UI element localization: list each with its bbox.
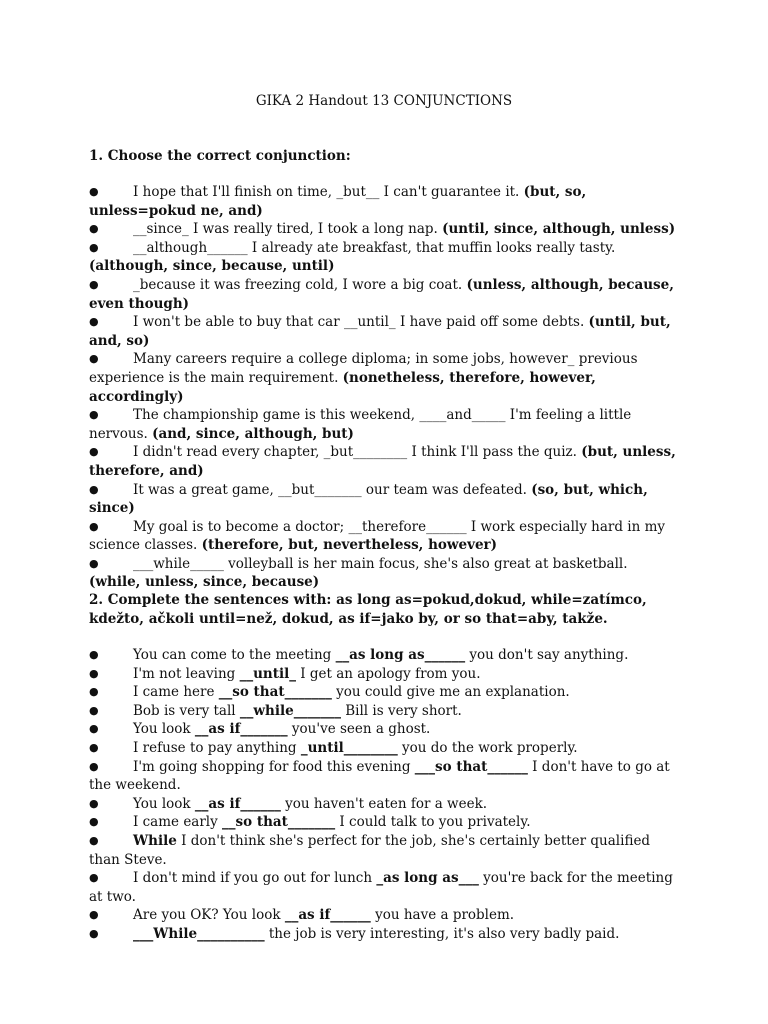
item-text-before: Bob is very tall — [133, 702, 240, 719]
list-item — [89, 518, 681, 555]
section-1-heading: 1. Choose the correct conjunction: — [89, 148, 351, 164]
list-item — [89, 813, 681, 832]
bullet-icon: ● — [89, 519, 99, 533]
item-options: (while, unless, since, because) — [89, 574, 320, 591]
item-text: __since_ I was really tired, I took a long nap. — [133, 221, 443, 238]
item-text-after: you don't say anything. — [465, 647, 629, 663]
item-text: The championship game is this weekend, ____and_____ I'm feeling a little nervous. — [89, 407, 632, 442]
item-options: (until, but, and, so) — [89, 314, 671, 349]
item-text: ___while_____ volleyball is her main focus, she's also great at basketball. — [133, 555, 628, 572]
section-1-list — [89, 183, 681, 592]
item-text-before: You can come to the meeting — [133, 647, 336, 663]
item-text-before: I came here — [133, 684, 219, 701]
list-item — [89, 555, 681, 592]
list-item — [89, 832, 681, 869]
item-answer: _until________ — [300, 739, 398, 756]
list-item — [89, 906, 681, 925]
list-item — [89, 683, 681, 702]
item-text: I won't be able to buy that car __until_ I have paid off some debts. — [133, 314, 589, 331]
item-answer: __as if______ — [284, 907, 371, 924]
list-item — [89, 869, 681, 906]
item-text-after: you've seen a ghost. — [287, 721, 431, 738]
item-answer: __as long as______ — [335, 647, 466, 663]
bullet-icon: ● — [89, 666, 99, 680]
item-answer: ___so that______ — [414, 758, 528, 775]
bullet-icon: ● — [89, 815, 99, 829]
item-options: (therefore, but, nevertheless, however) — [201, 537, 498, 554]
item-text-after: you could give me an explanation. — [331, 684, 570, 701]
bullet-icon: ● — [89, 315, 99, 329]
bullet-icon: ● — [89, 796, 99, 810]
bullet-icon: ● — [89, 685, 99, 699]
bullet-icon: ● — [89, 722, 99, 736]
item-text-before: Are you OK? You look — [133, 907, 285, 924]
item-answer: ___While__________ — [133, 925, 265, 942]
list-item — [89, 313, 681, 350]
bullet-icon: ● — [89, 703, 99, 717]
item-text-after: you're back for the meeting at two. — [89, 870, 673, 905]
item-options: (so, but, which, since) — [89, 481, 648, 517]
item-options: (and, since, although, but) — [152, 425, 354, 442]
list-item — [89, 795, 681, 814]
bullet-icon: ● — [89, 185, 99, 198]
item-answer: _as long as___ — [376, 870, 479, 887]
item-options: (but, unless, therefore, and) — [89, 444, 676, 479]
bullet-icon: ● — [89, 222, 99, 236]
list-item — [89, 220, 681, 239]
item-options: (but, so, unless=pokud ne, and) — [89, 184, 587, 219]
list-item — [89, 739, 681, 758]
item-options: (until, since, although, unless) — [442, 221, 676, 238]
item-text-before: You look — [133, 721, 195, 738]
bullet-icon: ● — [89, 759, 99, 773]
list-item — [89, 720, 681, 739]
item-text-after: I could talk to you privately. — [335, 814, 531, 831]
item-text-after: I don't think she's perfect for the job, she's certainly better qualified than Steve. — [89, 832, 651, 868]
bullet-icon: ● — [89, 277, 99, 291]
item-text: I didn't read every chapter, _but________ I think I'll pass the quiz. — [133, 444, 582, 461]
bullet-icon: ● — [89, 926, 99, 940]
item-text: My goal is to become a doctor; __therefore______ I work especially hard in my science classes. — [89, 518, 665, 554]
bullet-icon: ● — [89, 833, 99, 847]
bullet-icon: ● — [89, 740, 99, 754]
item-text-before: I refuse to pay anything — [133, 739, 301, 756]
list-item — [89, 183, 681, 220]
item-text-after: you do the work properly. — [397, 739, 578, 756]
item-answer: __while_______ — [239, 702, 341, 719]
item-text-before: You look — [133, 795, 195, 812]
bullet-icon: ● — [89, 482, 99, 496]
item-text-before: I don't mind if you go out for lunch — [133, 870, 377, 887]
section-2-heading: 2. Complete the sentences with: as long as=pokud,dokud, while=zatímco, kdežto, ačkoli until=než, dokud, as if=jako by, or so that=aby, takže. — [89, 592, 647, 627]
bullet-icon: ● — [89, 445, 99, 459]
item-answer: __so that_______ — [222, 814, 336, 831]
list-item — [89, 758, 681, 795]
list-item — [89, 276, 681, 313]
item-text-after: you haven't eaten for a week. — [280, 795, 488, 812]
list-item — [89, 665, 681, 684]
item-answer: __so that_______ — [218, 684, 332, 701]
page-title: GIKA 2 Handout 13 CONJUNCTIONS — [255, 93, 513, 109]
item-text-before: I'm not leaving — [133, 665, 240, 682]
section-2-list — [89, 646, 681, 944]
item-options: (nonetheless, therefore, however, accordingly) — [89, 369, 596, 405]
bullet-icon: ● — [89, 556, 99, 570]
item-text: __although______ I already ate breakfast, that muffin looks really tasty. — [133, 239, 616, 256]
bullet-icon: ● — [89, 408, 99, 422]
item-answer: __until_ — [239, 665, 296, 682]
item-answer: __as if_______ — [194, 721, 288, 738]
item-text-after: I get an apology from you. — [295, 665, 481, 682]
bullet-icon: ● — [89, 648, 99, 661]
item-text-after: you have a problem. — [370, 907, 515, 924]
item-options: (unless, although, because, even though) — [89, 276, 674, 312]
list-item — [89, 925, 681, 944]
item-text-after: I don't have to go at the weekend. — [89, 758, 670, 794]
list-item — [89, 702, 681, 721]
list-item — [89, 350, 681, 406]
item-options: (although, since, because, until) — [89, 258, 335, 275]
item-text: _because it was freezing cold, I wore a big coat. — [133, 276, 467, 293]
item-text-after: Bill is very short. — [340, 702, 462, 719]
item-answer: While — [133, 832, 177, 849]
bullet-icon: ● — [89, 352, 99, 366]
item-text: Many careers require a college diploma; in some jobs, however_ previous experience is the main requirement. — [89, 351, 638, 386]
item-text-before: I came early — [133, 814, 223, 831]
item-answer: __as if______ — [194, 795, 281, 812]
list-item — [89, 443, 681, 480]
bullet-icon: ● — [89, 240, 99, 254]
bullet-icon: ● — [89, 871, 99, 885]
item-text: It was a great game, __but_______ our team was defeated. — [133, 481, 532, 498]
item-text: I hope that I'll finish on time, _but__ I can't guarantee it. — [133, 184, 524, 200]
list-item — [89, 239, 681, 276]
item-text-after: the job is very interesting, it's also very badly paid. — [264, 925, 620, 942]
item-text-before: I'm going shopping for food this evening — [133, 758, 415, 775]
list-item — [89, 646, 681, 665]
list-item — [89, 481, 681, 518]
bullet-icon: ● — [89, 908, 99, 922]
list-item — [89, 406, 681, 443]
